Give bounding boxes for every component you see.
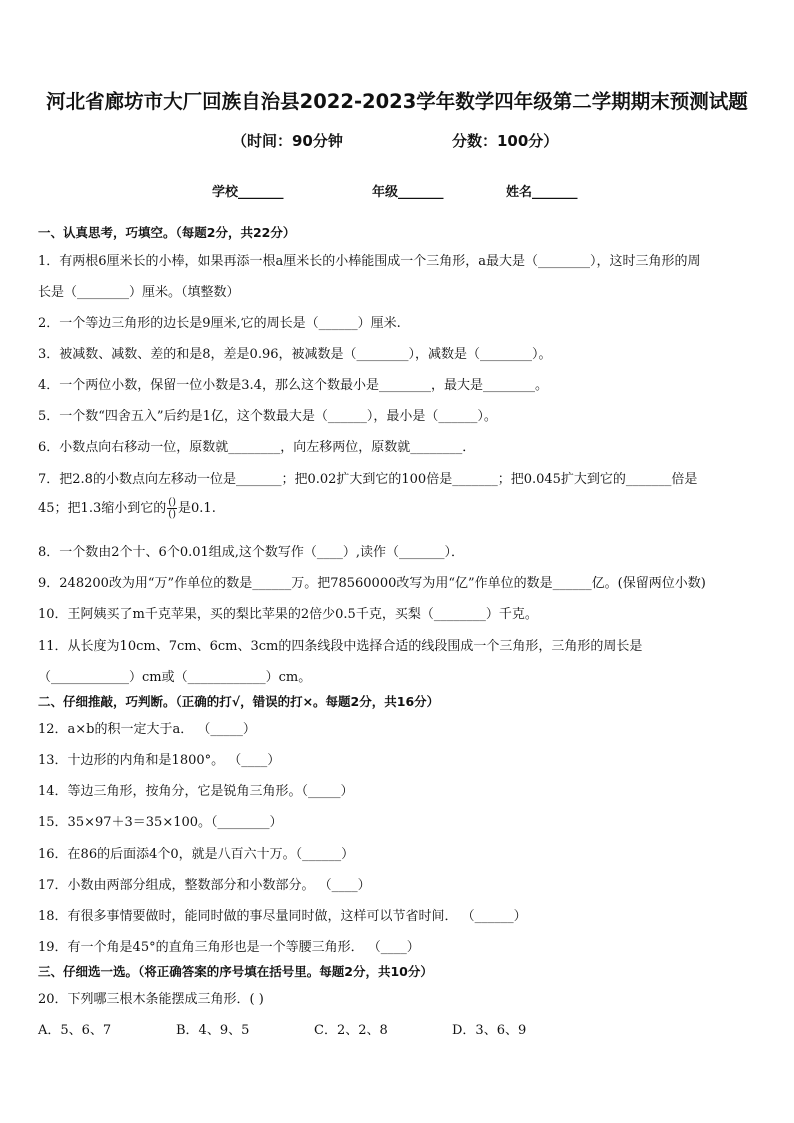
- exam-title: 河北省廊坊市大厂回族自治县2022-2023学年数学四年级第二学期期末预测试题: [46, 90, 748, 113]
- question-16: 16．在86的后面添4个0，就是八百六十万。（______）: [38, 847, 355, 862]
- option-c: C．2、2、8: [314, 1023, 388, 1038]
- question-9: 9．248200改为用“万”作单位的数是______万。把78560000改写为用“亿”作单位的数是______亿。(保留两位小数): [38, 576, 706, 591]
- question-20: 20．下列哪三根木条能摆成三角形．( ): [38, 992, 264, 1007]
- question-18: 18．有很多事情要做时，能同时做的事尽量同时做，这样可以节省时间． （______）: [38, 909, 527, 924]
- option-a: A．5、6、7: [38, 1023, 112, 1038]
- section-1-heading: 一、认真思考，巧填空。（每题2分，共22分）: [38, 225, 296, 240]
- section-2-heading: 二、仔细推敲，巧判断。（正确的打√，错误的打×。每题2分，共16分）: [38, 694, 440, 709]
- exam-time: （时间：90分钟: [232, 132, 343, 150]
- question-6: 6．小数点向右移动一位，原数就________，向左移两位，原数就________．: [38, 440, 476, 455]
- question-10: 10．王阿姨买了m千克苹果，买的梨比苹果的2倍少0.5千克，买梨（________）千克。: [38, 607, 538, 622]
- exam-score: 分数：100分）: [452, 132, 559, 150]
- name-field: 姓名_______: [506, 185, 578, 200]
- q7-suffix: 是0.1.: [178, 501, 216, 516]
- question-2: 2．一个等边三角形的边长是9厘米,它的周长是（______）厘米.: [38, 316, 401, 331]
- question-8: 8．一个数由2个十、6个0.01组成,这个数写作（____）,读作（_______）．: [38, 545, 465, 560]
- question-7-line-1: 7．把2.8的小数点向左移动一位是_______；把0.02扩大到它的100倍是_______；把0.045扩大到它的_______倍是: [38, 472, 698, 487]
- question-14: 14．等边三角形，按角分，它是锐角三角形。（_____）: [38, 784, 354, 799]
- question-13: 13．十边形的内角和是1800°。 （____）: [38, 753, 281, 768]
- question-19: 19．有一个角是45°的直角三角形也是一个等腰三角形． （____）: [38, 940, 420, 955]
- question-5: 5．一个数“四舍五入”后约是1亿，这个数最大是（______），最小是（______）。: [38, 409, 497, 424]
- question-17: 17．小数由两部分组成，整数部分和小数部分。 （____）: [38, 878, 371, 893]
- question-3: 3．被减数、减数、差的和是8，差是0.96，被减数是（________），减数是（________）。: [38, 347, 552, 362]
- question-11-line-1: 11．从长度为10cm、7cm、6cm、3cm的四条线段中选择合适的线段围成一个三角形，三角形的周长是: [38, 639, 643, 654]
- question-7-line-2: [38, 497, 216, 520]
- section-3-heading: 三、仔细选一选。（将正确答案的序号填在括号里。每题2分，共10分）: [38, 964, 433, 979]
- question-1-line-2: 长是（________）厘米。（填整数）: [38, 285, 240, 300]
- question-15: 15．35×97＋3＝35×100。（________）: [38, 815, 283, 830]
- option-b: B．4、9、5: [176, 1023, 250, 1038]
- grade-field: 年级_______: [372, 185, 444, 200]
- question-12: 12．a×b的积一定大于a． （_____）: [38, 722, 256, 737]
- fraction-denominator: (): [168, 509, 177, 520]
- question-4: 4．一个两位小数，保留一位小数是3.4，那么这个数最小是________，最大是________。: [38, 378, 548, 393]
- option-d: D．3、6、9: [452, 1023, 527, 1038]
- question-1-line-1: 1．有两根6厘米长的小棒，如果再添一根a厘米长的小棒能围成一个三角形，a最大是（________），这时三角形的周: [38, 254, 701, 269]
- school-field: 学校_______: [212, 185, 284, 200]
- q7-prefix: 45；把1.3缩小到它的: [38, 501, 167, 516]
- fraction-numerator: (): [168, 497, 177, 508]
- fraction: [167, 497, 177, 520]
- question-11-line-2: （____________）cm或（____________）cm。: [38, 670, 312, 685]
